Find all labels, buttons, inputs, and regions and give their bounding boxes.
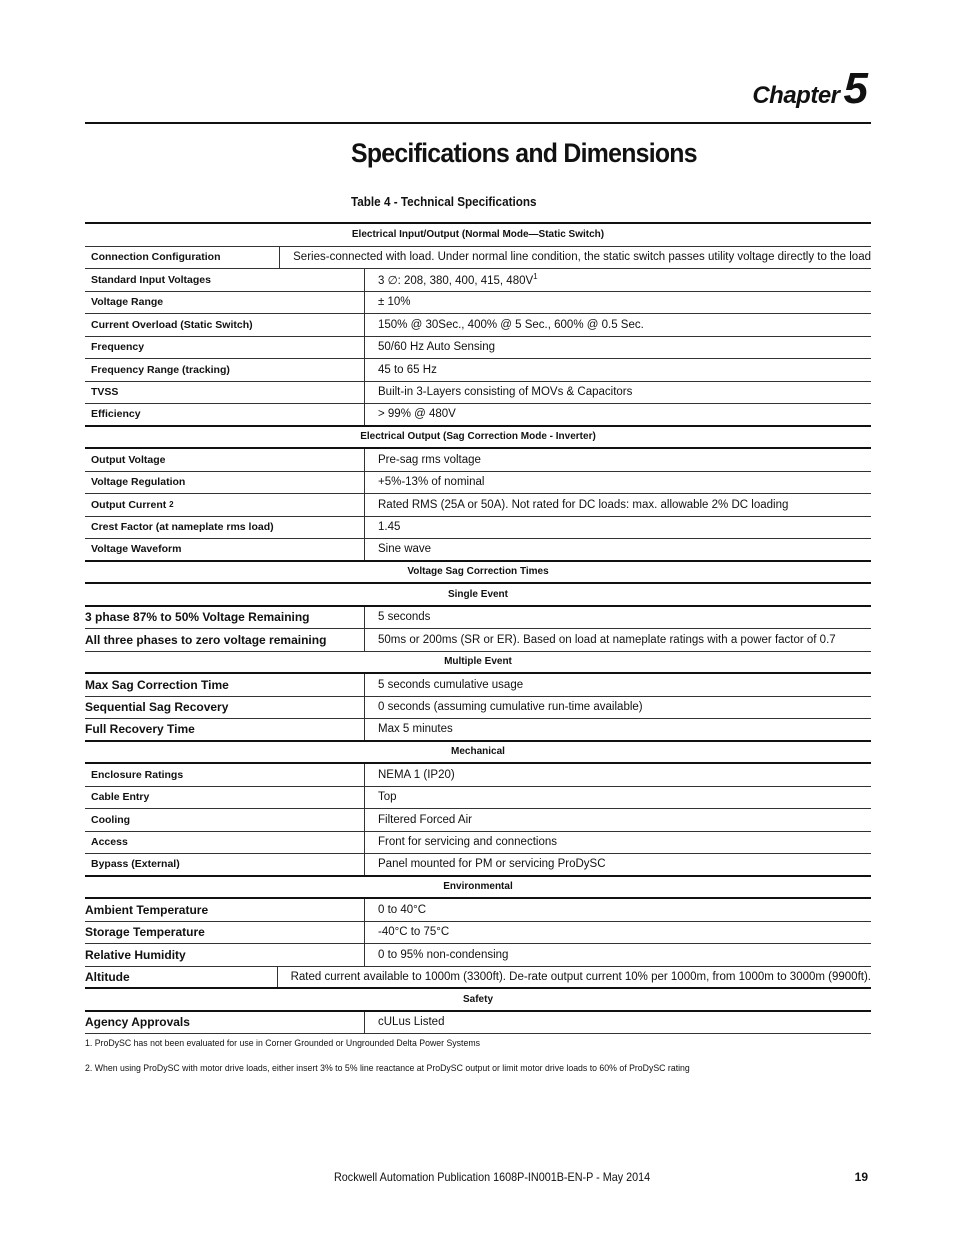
row-value-text: cULus Listed xyxy=(378,1016,445,1029)
row-value xyxy=(365,926,871,938)
table-section-header: Single Event xyxy=(85,584,871,607)
row-label xyxy=(85,517,365,539)
row-value xyxy=(365,701,871,713)
row-label xyxy=(85,697,365,719)
footnote-2: 2. When using ProDySC with motor drive loads, either insert 3% to 5% line reactance at ProDySC output or limit motor drive loads to 60% of ProDySC rating xyxy=(85,1063,690,1074)
row-value xyxy=(365,904,871,916)
table-row xyxy=(85,854,871,877)
footnote-ref: 2 xyxy=(169,500,174,510)
row-label xyxy=(85,247,280,269)
table-row xyxy=(85,359,871,382)
row-value xyxy=(365,364,871,376)
table-row xyxy=(85,809,871,832)
row-value-text: +5%-13% of nominal xyxy=(378,476,485,489)
row-label xyxy=(85,539,365,560)
table-row xyxy=(85,922,871,945)
table-row xyxy=(85,697,871,720)
table-section-header: Electrical Output (Sag Correction Mode - Inverter) xyxy=(85,427,871,450)
table-row xyxy=(85,787,871,810)
table-row xyxy=(85,494,871,517)
table-row xyxy=(85,629,871,652)
row-label xyxy=(85,967,278,988)
chapter-rule xyxy=(85,122,871,124)
table-row xyxy=(85,404,871,427)
row-value-text: 150% @ 30Sec., 400% @ 5 Sec., 600% @ 0.5 Sec. xyxy=(378,318,644,331)
table-caption: Table 4 - Technical Specifications xyxy=(351,194,537,209)
table-row xyxy=(85,967,871,990)
table-row xyxy=(85,1012,871,1035)
row-label-text: Enclosure Ratings xyxy=(91,768,184,781)
row-label-text: 3 phase 87% to 50% Voltage Remaining xyxy=(85,610,310,625)
table-row xyxy=(85,674,871,697)
row-label xyxy=(85,854,365,875)
row-label xyxy=(85,674,365,696)
row-label xyxy=(85,1012,365,1034)
row-label xyxy=(85,472,365,494)
table-section-header: Mechanical xyxy=(85,742,871,765)
row-value-text: 0 to 95% non-condensing xyxy=(378,948,509,961)
row-value xyxy=(365,454,871,466)
row-label-text: Current Overload (Static Switch) xyxy=(91,318,253,331)
footnote-1: 1. ProDySC has not been evaluated for use in Corner Grounded or Ungrounded Delta Power Systems xyxy=(85,1038,480,1049)
publication-info: Rockwell Automation Publication 1608P-IN001B-EN-P - May 2014 xyxy=(334,1170,651,1184)
row-value-text: 45 to 65 Hz xyxy=(378,363,437,376)
row-label xyxy=(85,922,365,944)
row-value-text: 50/60 Hz Auto Sensing xyxy=(378,341,495,354)
row-label-text: Relative Humidity xyxy=(85,947,186,962)
table-row xyxy=(85,472,871,495)
row-label xyxy=(85,764,365,786)
row-label xyxy=(85,494,365,516)
row-value-text: Built-in 3-Layers consisting of MOVs & Capacitors xyxy=(378,386,633,399)
row-label xyxy=(85,449,365,471)
row-label-text: Efficiency xyxy=(91,408,141,421)
row-label xyxy=(85,269,365,291)
row-label-text: Voltage Waveform xyxy=(91,543,182,556)
row-label xyxy=(85,719,365,740)
row-label-text: Bypass (External) xyxy=(91,858,180,871)
row-label-text: Standard Input Voltages xyxy=(91,273,211,286)
row-value xyxy=(365,791,871,803)
table-row xyxy=(85,292,871,315)
table-row xyxy=(85,719,871,742)
row-value-text: ± 10% xyxy=(378,296,411,309)
row-label xyxy=(85,314,365,336)
row-label xyxy=(85,607,365,629)
table-row xyxy=(85,832,871,855)
row-value xyxy=(365,521,871,533)
row-value-text: Max 5 minutes xyxy=(378,723,453,736)
row-label xyxy=(85,832,365,854)
row-value xyxy=(365,543,871,555)
row-value xyxy=(365,386,871,398)
row-label xyxy=(85,809,365,831)
chapter-number: 5 xyxy=(843,64,868,113)
row-value-text: 50ms or 200ms (SR or ER). Based on load at nameplate ratings with a power factor of 0.7 xyxy=(378,633,836,646)
specifications-table xyxy=(85,222,871,1034)
chapter-word: Chapter xyxy=(752,82,840,109)
row-value xyxy=(365,723,871,735)
table-row xyxy=(85,539,871,562)
row-label-text: All three phases to zero voltage remaining xyxy=(85,632,327,647)
row-value xyxy=(365,296,871,308)
chapter-heading xyxy=(752,64,868,114)
table-row xyxy=(85,517,871,540)
row-value xyxy=(365,1016,871,1028)
row-label-text: Max Sag Correction Time xyxy=(85,677,229,692)
row-label xyxy=(85,337,365,359)
row-label-text: Agency Approvals xyxy=(85,1015,190,1030)
row-label-text: Crest Factor (at nameplate rms load) xyxy=(91,521,274,534)
row-value-text: Pre-sag rms voltage xyxy=(378,453,481,466)
row-value-text: 5 seconds cumulative usage xyxy=(378,678,524,691)
row-value xyxy=(365,836,871,848)
row-label-text: Frequency xyxy=(91,341,145,354)
row-value-text: Rated current available to 1000m (3300ft). De-rate output current 10% per 1000m, from 1000m to 3000m (9900ft). xyxy=(290,970,871,983)
row-value-text: 1.45 xyxy=(378,521,401,534)
row-label-text: TVSS xyxy=(91,386,119,399)
page-number: 19 xyxy=(854,1170,868,1184)
table-row xyxy=(85,899,871,922)
table-section-header: Voltage Sag Correction Times xyxy=(85,562,871,585)
row-value-text: Filtered Forced Air xyxy=(378,813,472,826)
row-label xyxy=(85,292,365,314)
row-value-text: -40°C to 75°C xyxy=(378,926,450,939)
row-value xyxy=(365,679,871,691)
table-row xyxy=(85,944,871,967)
row-label-text: Cable Entry xyxy=(91,791,150,804)
row-value xyxy=(278,971,871,983)
row-label xyxy=(85,629,365,651)
table-section-header: Safety xyxy=(85,989,871,1012)
footnote-ref: 1 xyxy=(533,272,538,282)
page-title: Specifications and Dimensions xyxy=(351,138,697,168)
row-value xyxy=(365,858,871,870)
table-row xyxy=(85,382,871,405)
row-label xyxy=(85,382,365,404)
row-label-text: Connection Configuration xyxy=(91,251,221,264)
row-value-text: 3 ∅: 208, 380, 400, 415, 480V xyxy=(378,275,534,288)
row-label-text: Cooling xyxy=(91,813,131,826)
table-row xyxy=(85,337,871,360)
row-value-text: Top xyxy=(378,791,397,804)
row-value xyxy=(365,408,871,420)
row-value-text: Rated RMS (25A or 50A). Not rated for DC loads: max. allowable 2% DC loading xyxy=(378,498,789,511)
row-value-text: 5 seconds xyxy=(378,611,431,624)
row-value-text: NEMA 1 (IP20) xyxy=(378,768,455,781)
row-label xyxy=(85,944,365,966)
row-label-text: Storage Temperature xyxy=(85,925,205,940)
row-label xyxy=(85,404,365,425)
row-value-text: Sine wave xyxy=(378,543,432,556)
table-section-header: Electrical Input/Output (Normal Mode—Static Switch) xyxy=(85,224,871,247)
row-value xyxy=(365,499,871,511)
row-value xyxy=(365,341,871,353)
row-value xyxy=(365,634,871,646)
row-label xyxy=(85,359,365,381)
row-label-text: Full Recovery Time xyxy=(85,722,195,737)
row-value-text: 0 seconds (assuming cumulative run-time available) xyxy=(378,701,643,714)
row-label-text: Access xyxy=(91,836,128,849)
row-value-text: Series-connected with load. Under normal line condition, the static switch passes utility voltage directly to the load xyxy=(293,251,871,264)
row-value-text: > 99% @ 480V xyxy=(378,408,456,421)
row-value xyxy=(365,949,871,961)
row-value xyxy=(365,272,871,287)
row-value xyxy=(365,611,871,623)
table-section-header: Environmental xyxy=(85,877,871,900)
row-value-text: 0 to 40°C xyxy=(378,903,427,916)
table-row xyxy=(85,607,871,630)
row-value xyxy=(365,814,871,826)
row-label-text: Ambient Temperature xyxy=(85,902,209,917)
row-label-text: Output Current xyxy=(91,498,167,511)
row-label-text: Voltage Regulation xyxy=(91,476,186,489)
table-row xyxy=(85,314,871,337)
row-label-text: Frequency Range (tracking) xyxy=(91,363,230,376)
table-row xyxy=(85,269,871,292)
table-section-header: Multiple Event xyxy=(85,652,871,675)
row-label-text: Sequential Sag Recovery xyxy=(85,700,229,715)
row-label-text: Altitude xyxy=(85,969,130,984)
row-label-text: Voltage Range xyxy=(91,296,164,309)
row-value xyxy=(365,476,871,488)
row-value xyxy=(280,251,871,263)
row-value-text: Front for servicing and connections xyxy=(378,836,557,849)
table-row xyxy=(85,247,871,270)
row-value xyxy=(365,769,871,781)
row-label xyxy=(85,787,365,809)
row-label-text: Output Voltage xyxy=(91,453,166,466)
row-value-text: Panel mounted for PM or servicing ProDySC xyxy=(378,858,606,871)
table-row xyxy=(85,449,871,472)
row-label xyxy=(85,899,365,921)
row-value xyxy=(365,319,871,331)
table-row xyxy=(85,764,871,787)
